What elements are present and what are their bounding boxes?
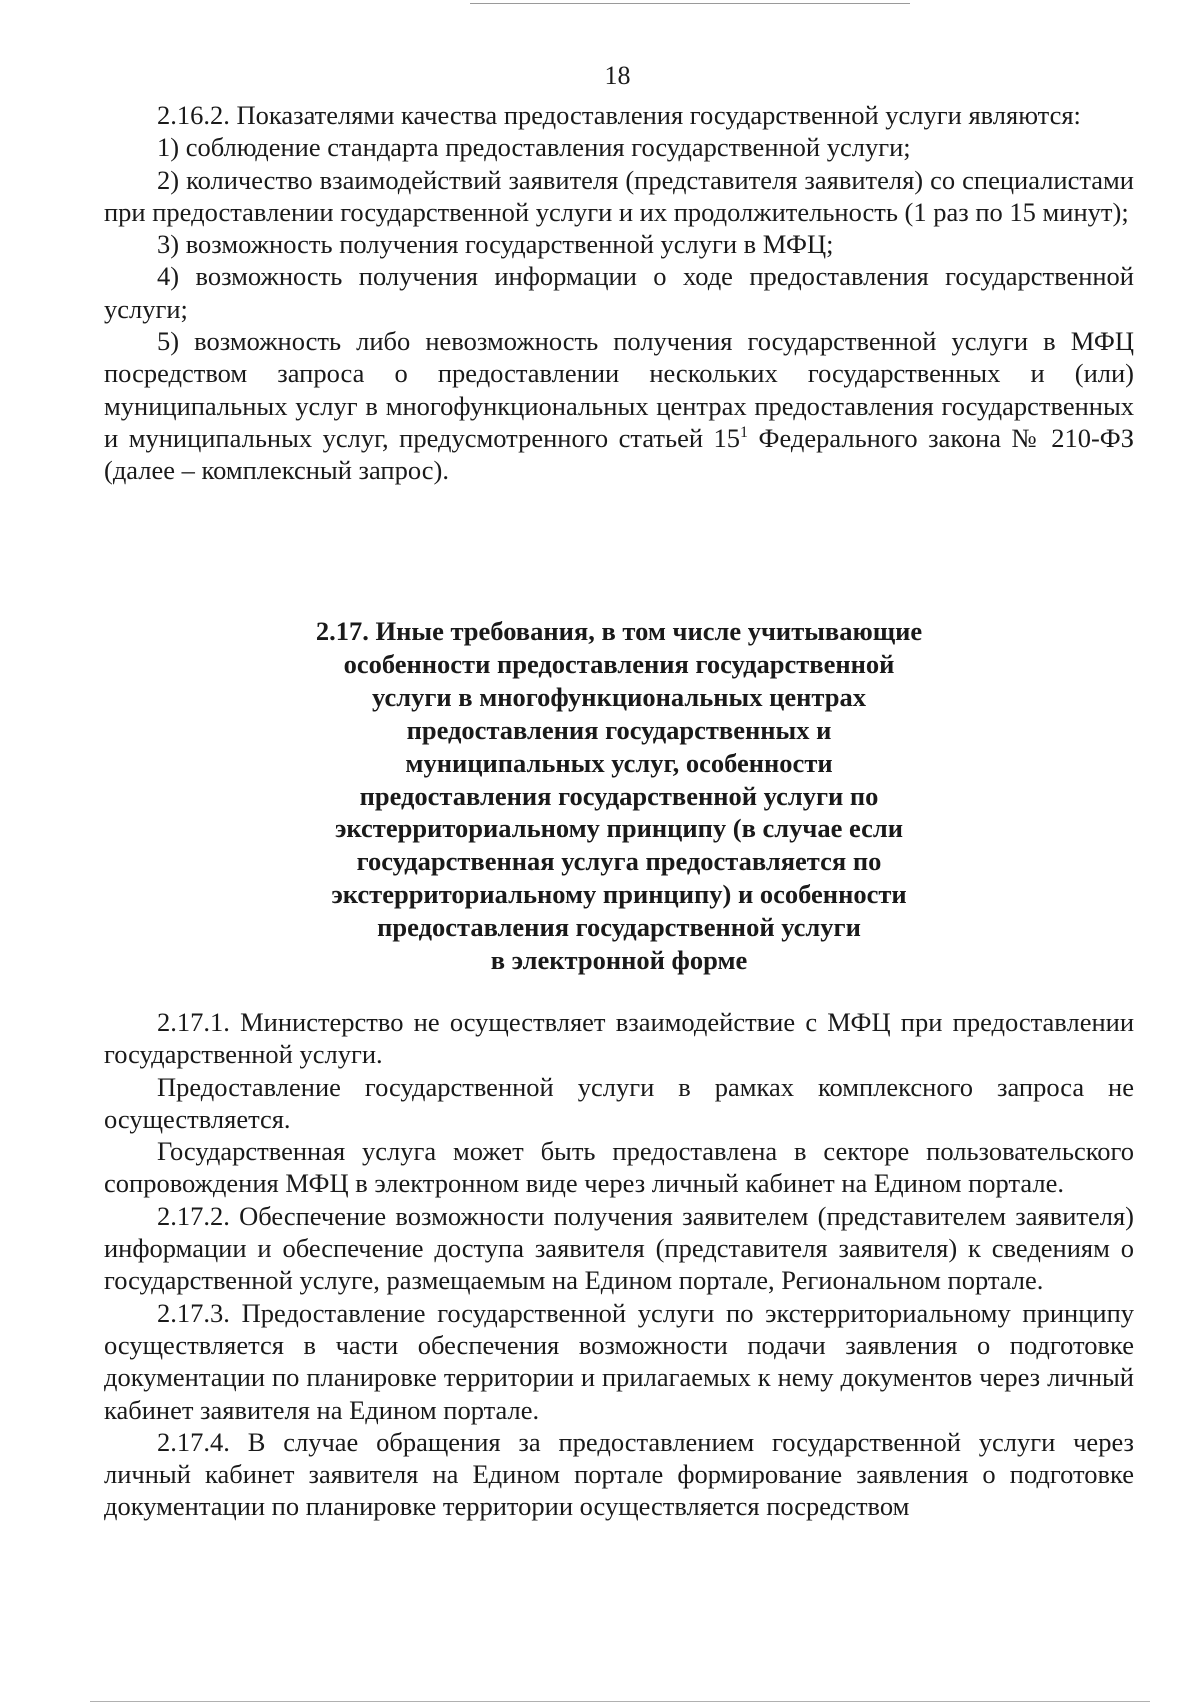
scan-artifact-line-bottom — [90, 1701, 1150, 1702]
heading-line: особенности предоставления государственной — [343, 648, 895, 679]
heading-line: предоставления государственных и — [406, 714, 832, 745]
list-item-5 — [104, 325, 1134, 486]
paragraph-2-16-2: 2.16.2. Показателями качества предоставления государственной услуги являются: — [157, 100, 1081, 130]
paragraph-2-17-2: 2.17.2. Обеспечение возможности получения заявителем (представителем заявителя) информации и обеспечение доступа заявителя (представителя заявителя) к сведениям о государственной услуге, размещаемым на Едином портале, Региональном портале. — [104, 1200, 1134, 1296]
heading-line: муниципальных услуг, особенности — [405, 747, 833, 778]
list-item-1: 1) соблюдение стандарта предоставления государственной услуги; — [157, 132, 911, 163]
section-2-16-body — [104, 99, 1134, 487]
list-item-4: 4) возможность получения информации о ходе предоставления государственной услуги; — [104, 261, 1134, 324]
heading-line: 2.17. Иные требования, в том числе учитывающие — [315, 616, 923, 646]
heading-line: услуги в многофункциональных центрах — [372, 681, 866, 712]
paragraph-complex-request: Предоставление государственной услуги в рамках комплексного запроса не осуществляется. — [104, 1071, 1134, 1134]
heading-line: в электронной форме — [490, 945, 748, 976]
heading-line: предоставления государственной услуги по — [359, 780, 879, 811]
paragraph-2-17-4: 2.17.4. В случае обращения за предоставлением государственной услуги через личный кабинет заявителя на Едином портале формирование заявления о подготовке документации по планировке территории осуществляется посредством — [104, 1426, 1134, 1522]
heading-line: экстерриториальному принципу (в случае если — [334, 813, 903, 844]
paragraph-2-17-1: 2.17.1. Министерство не осуществляет взаимодействие с МФЦ при предоставлении государственной услуги. — [104, 1007, 1134, 1070]
heading-line: предоставления государственной услуги — [377, 912, 861, 943]
list-item-5-text: 5) возможность либо невозможность получения государственной услуги в МФЦ посредством запроса о предоставлении нескольких государственных и (или) муниципальных услуг в многофункциональных центрах предоставления государственных и муниципальных услуг, предусмотренного статьей 15 — [104, 326, 1134, 453]
article-superscript: 1 — [740, 424, 749, 442]
heading-line: государственная услуга предоставляется по — [356, 846, 882, 877]
list-item-3: 3) возможность получения государственной услуги в МФЦ; — [157, 229, 834, 260]
page-number: 18 — [604, 61, 631, 90]
heading-line: экстерриториальному принципу) и особенности — [331, 879, 907, 910]
list-item-2: 2) количество взаимодействий заявителя (представителя заявителя) со специалистами при предоставлении государственной услуги и их продолжительность (1 раз по 15 минут); — [104, 164, 1134, 227]
section-2-17-heading — [104, 615, 1134, 977]
paragraph-mfc-sector: Государственная услуга может быть предоставлена в секторе пользовательского сопровождения МФЦ в электронном виде через личный кабинет на Едином портале. — [104, 1136, 1134, 1199]
paragraph-2-17-3: 2.17.3. Предоставление государственной услуги по экстерриториальному принципу осуществляется в части обеспечения возможности подачи заявления о подготовке документации по планировке территории и прилагаемых к нему документов через личный кабинет заявителя на Едином портале. — [104, 1297, 1134, 1425]
scan-artifact-line-top — [470, 3, 910, 4]
section-2-17-body — [104, 1006, 1134, 1523]
list-item-5-text-end: Федерального закона № 210-ФЗ (далее – комплексный запрос). — [104, 422, 1134, 486]
